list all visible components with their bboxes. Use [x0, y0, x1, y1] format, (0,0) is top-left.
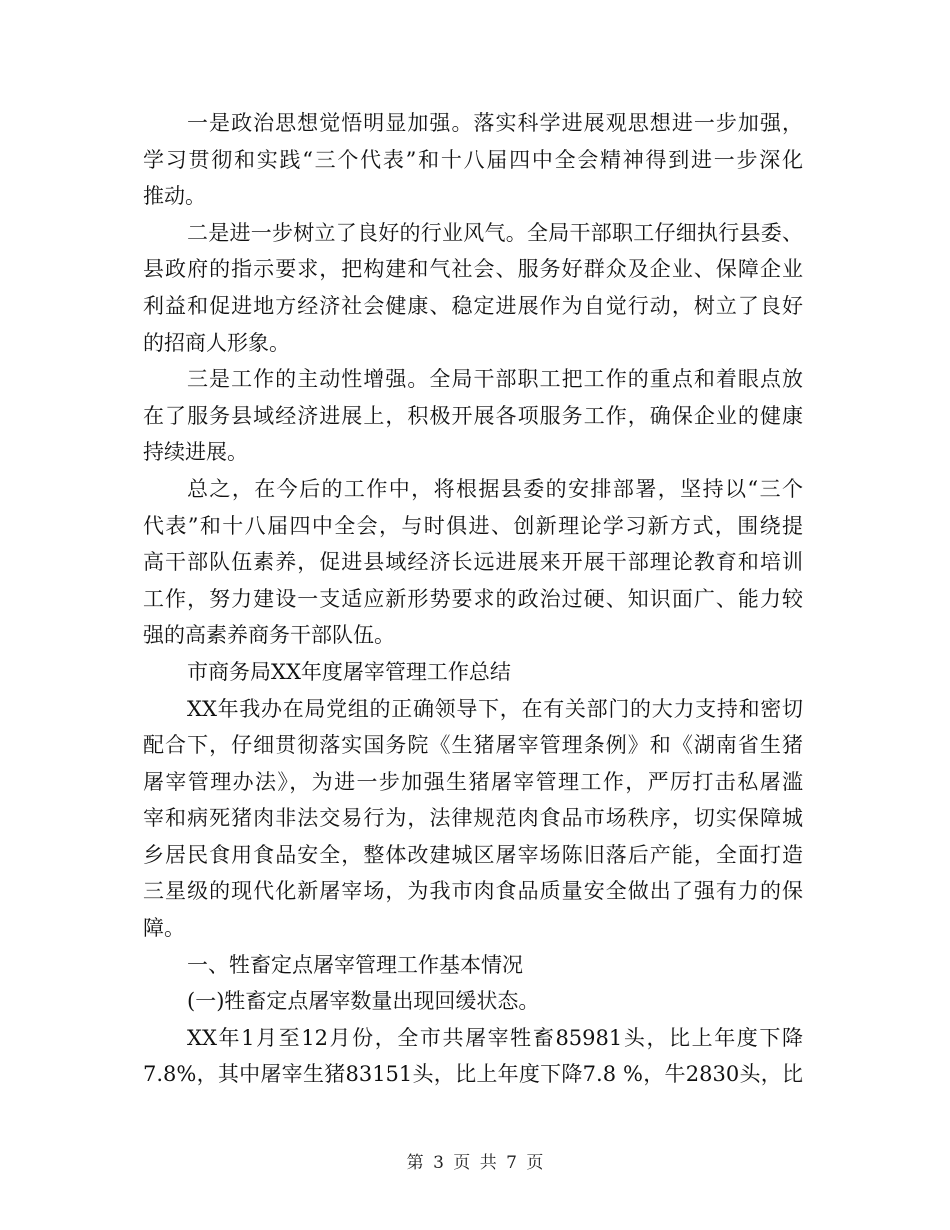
page-footer: 第 3 页 共 7 页 — [406, 1153, 544, 1173]
text-line: 乡居民食用食品安全，整体改建城区屠宰场陈旧落后产能，全面打造 — [143, 842, 803, 867]
text-line: 屠宰管理办法》，为进一步加强生猪屠宰管理工作，严厉打击私屠滥 — [143, 769, 803, 794]
text-line: 利益和促进地方经济社会健康、稳定进展作为自觉行动，树立了良好 — [143, 293, 803, 318]
text-line: 7.8%，其中屠宰生猪83151头，比上年度下降7.8 %，牛2830头，比 — [143, 1062, 803, 1087]
text-line: 工作，努力建设一支适应新形势要求的政治过硬、知识面广、能力较 — [143, 586, 803, 611]
text-line: 总之，在今后的工作中，将根据县委的安排部署，坚持以“三个 — [187, 476, 803, 501]
text-line: 宰和病死猪肉非法交易行为，法律规范肉食品市场秩序，切实保障城 — [143, 806, 803, 831]
text-line: 障。 — [143, 916, 185, 941]
text-line: 高干部队伍素养，促进县域经济长远进展来开展干部理论教育和培训 — [143, 550, 803, 575]
text-line: 的招商人形象。 — [143, 330, 290, 355]
text-line: 三星级的现代化新屠宰场，为我市肉食品质量安全做出了强有力的保 — [143, 879, 803, 904]
text-line: 一、牲畜定点屠宰管理工作基本情况 — [187, 952, 523, 977]
text-line: 代表”和十八届四中全会，与时俱进、创新理论学习新方式，围绕提 — [143, 513, 803, 538]
text-line: XX年我办在局党组的正确领导下，在有关部门的大力支持和密切 — [187, 696, 803, 721]
text-line: 推动。 — [143, 184, 206, 209]
text-line: 二是进一步树立了良好的行业风气。全局干部职工仔细执行县委、 — [187, 220, 803, 245]
text-line: 县政府的指示要求，把构建和气社会、服务好群众及企业、保障企业 — [143, 257, 803, 282]
text-line: 在了服务县域经济进展上，积极开展各项服务工作，确保企业的健康 — [143, 403, 803, 428]
document-body — [143, 105, 803, 1093]
text-line: 三是工作的主动性增强。全局干部职工把工作的重点和着眼点放 — [187, 367, 803, 392]
text-line: XX年1月至12月份，全市共屠宰牲畜85981头，比上年度下降 — [187, 1025, 803, 1050]
text-line: 市商务局XX年度屠宰管理工作总结 — [187, 659, 511, 684]
text-line: 配合下，仔细贯彻落实国务院《生猪屠宰管理条例》和《湖南省生猪 — [143, 733, 803, 758]
text-line: 强的高素养商务干部队伍。 — [143, 623, 395, 648]
text-line: 学习贯彻和实践“三个代表”和十八届四中全会精神得到进一步深化 — [143, 147, 803, 172]
text-line: (一)牲畜定点屠宰数量出现回缓状态。 — [187, 989, 540, 1014]
text-line: 一是政治思想觉悟明显加强。落实科学进展观思想进一步加强， — [187, 111, 803, 135]
text-line: 持续进展。 — [143, 440, 248, 465]
